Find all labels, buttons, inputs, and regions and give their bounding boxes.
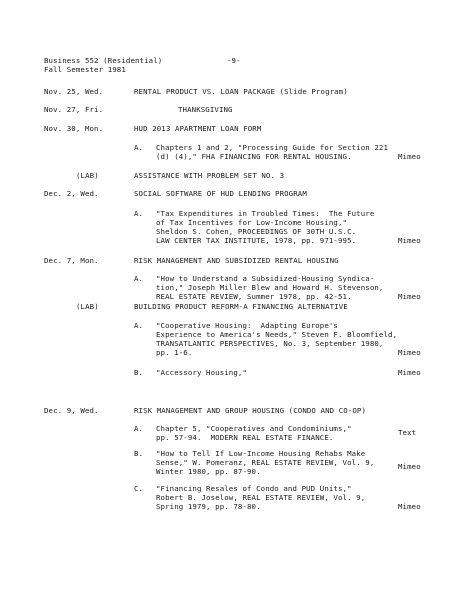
reading-source: Mimeo bbox=[398, 368, 421, 377]
session-date: (LAB) bbox=[76, 302, 99, 311]
reading-line: Chapter 5, "Cooperatives and Condominiums," bbox=[156, 424, 352, 433]
reading-letter: B. bbox=[134, 449, 144, 458]
session-topic: BUILDING PRODUCT REFORM-A FINANCING ALTERNATIVE bbox=[134, 302, 348, 311]
reading-line: Winter 1980, pp. 87-90. bbox=[156, 467, 261, 476]
reading-line: Sheldon S. Cohen, PROCEEDINGS OF 30TH U.S.C. bbox=[156, 227, 357, 236]
reading-item bbox=[134, 368, 247, 395]
reading-source: Mimeo bbox=[398, 348, 421, 357]
reading-letter: A. bbox=[134, 274, 144, 283]
reading-letter: A. bbox=[134, 424, 144, 433]
reading-line: of Tax Incentives for Low-Income Housing," bbox=[156, 218, 348, 227]
reading-line: pp. 1-6. bbox=[156, 348, 193, 357]
session-topic: SOCIAL SOFTWARE OF HUD LENDING PROGRAM bbox=[134, 189, 307, 198]
reading-line: LAW CENTER TAX INSTITUTE, 1978, pp. 971-995. bbox=[156, 236, 357, 245]
reading-source: Mimeo bbox=[398, 292, 421, 301]
session-date: Nov. 30, Mon. bbox=[44, 124, 104, 133]
reading-line: (d) (4)," FHA FINANCING FOR RENTAL HOUSING. bbox=[156, 152, 352, 161]
reading-source: Mimeo bbox=[398, 502, 421, 511]
reading-letter: A. bbox=[134, 209, 144, 218]
reading-line: pp. 57-94. MODERN REAL ESTATE FINANCE. bbox=[156, 433, 334, 442]
reading-item bbox=[134, 484, 366, 529]
reading-source: Text bbox=[398, 428, 417, 437]
reading-source: Mimeo bbox=[398, 462, 421, 471]
reading-line: tion," Joseph Miller Blew and Howard H. Stevenson, bbox=[156, 283, 384, 292]
reading-letter: A. bbox=[134, 321, 144, 330]
session-date: Nov. 25, Wed. bbox=[44, 87, 104, 96]
reading-source: Mimeo bbox=[398, 152, 421, 161]
reading-letter: C. bbox=[134, 484, 144, 493]
course-title: Business 552 (Residential) bbox=[44, 56, 163, 65]
session-topic: RENTAL PRODUCT VS. LOAN PACKAGE (Slide Program) bbox=[134, 87, 348, 96]
session-date: Dec. 2, Wed. bbox=[44, 189, 99, 198]
reading-line: "Financing Resales of Condo and PUD Units," bbox=[156, 484, 352, 493]
reading-line: "How to Understand a Subsidized-Housing Syndica- bbox=[156, 274, 375, 283]
reading-line: Chapters 1 and 2, "Processing Guide for Section 221 bbox=[156, 143, 389, 152]
reading-line: Experience to America's Needs," Steven F. Bloomfield, bbox=[156, 330, 398, 339]
session-date: (LAB) bbox=[76, 171, 99, 180]
session-date: Dec. 7, Mon. bbox=[44, 256, 99, 265]
reading-line: TRANSATLANTIC PERSPECTIVES, No. 3, September 1980, bbox=[156, 339, 384, 348]
reading-line: Spring 1979, pp. 78-80. bbox=[156, 502, 261, 511]
session-topic: ASSISTANCE WITH PROBLEM SET NO. 3 bbox=[134, 171, 285, 180]
reading-line: "Accessory Housing," bbox=[156, 368, 247, 377]
reading-line: REAL ESTATE REVIEW, Summer 1978, pp. 42-51. bbox=[156, 292, 352, 301]
session-topic: RISK MANAGEMENT AND SUBSIDIZED RENTAL HOUSING bbox=[134, 256, 339, 265]
session-date: Nov. 27, Fri. bbox=[44, 105, 104, 114]
session-topic: THANKSGIVING bbox=[178, 105, 233, 114]
reading-source: Mimeo bbox=[398, 236, 421, 245]
semester-label: Fall Semester 1981 bbox=[44, 65, 126, 74]
session-topic: RISK MANAGEMENT AND GROUP HOUSING (CONDO AND CO-OP) bbox=[134, 406, 367, 415]
reading-line: Sense," W. Pomeranz, REAL ESTATE REVIEW, Vol. 9, bbox=[156, 458, 375, 467]
session-date: Dec. 9, Wed. bbox=[44, 406, 99, 415]
session-topic: HUD 2013 APARTMENT LOAN FORM bbox=[134, 124, 262, 133]
page-number: -9- bbox=[227, 56, 241, 65]
reading-line: "How to Tell If Low-Income Housing Rehabs Make bbox=[156, 449, 366, 458]
reading-line: Robert B. Joselow, REAL ESTATE REVIEW, Vol. 9, bbox=[156, 493, 366, 502]
reading-letter: A. bbox=[134, 143, 144, 152]
reading-letter: B. bbox=[134, 368, 144, 377]
reading-line: "Tax Expenditures in Troubled Times: The Future bbox=[156, 209, 375, 218]
reading-line: "Cooperative Housing: Adapting Europe's bbox=[156, 321, 338, 330]
